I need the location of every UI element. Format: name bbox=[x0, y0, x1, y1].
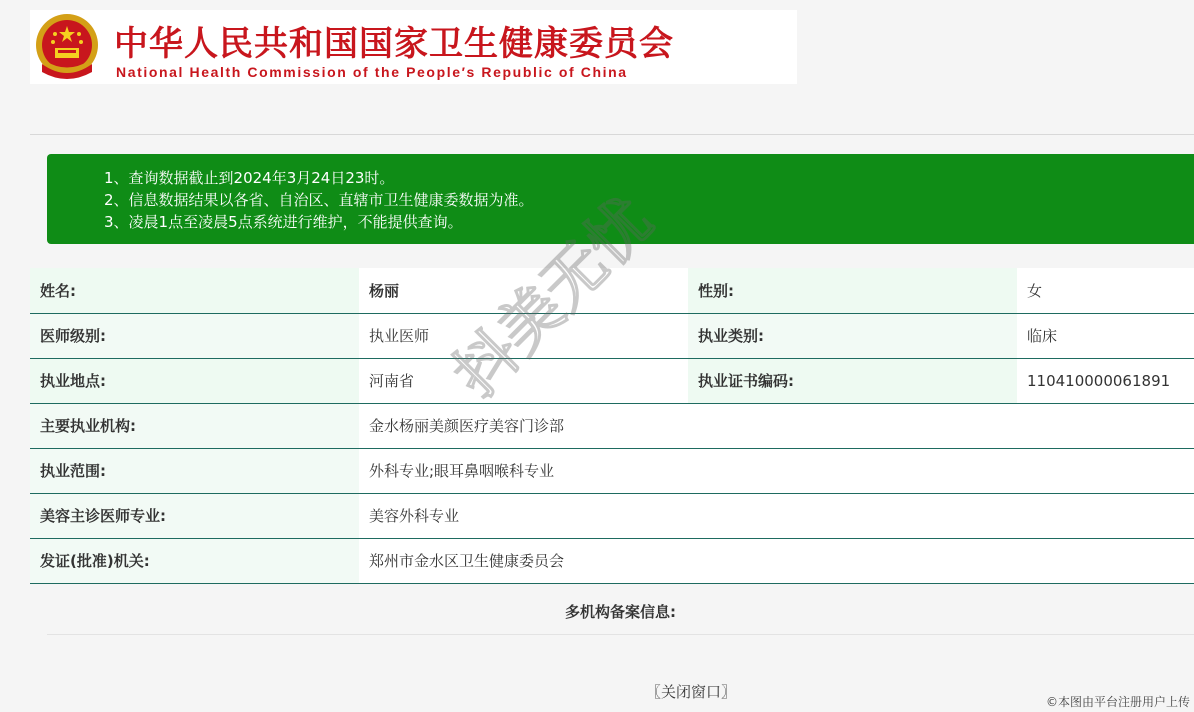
gender-value: 女 bbox=[1017, 268, 1194, 313]
table-row bbox=[30, 313, 1194, 358]
multi-org-heading: 多机构备案信息: bbox=[47, 590, 1194, 635]
gender-label: 性别: bbox=[688, 268, 1017, 313]
site-title-cn: 中华人民共和国国家卫生健康委员会 bbox=[114, 24, 674, 64]
notice-banner bbox=[47, 154, 1194, 244]
table-row bbox=[30, 538, 1194, 583]
issuer-label: 发证(批准)机关: bbox=[30, 538, 359, 583]
notice-line: 2、信息数据结果以各省、自治区、直辖市卫生健康委数据为准。 bbox=[104, 191, 534, 209]
notice-line: 1、查询数据截止到2024年3月24日23时。 bbox=[104, 169, 395, 187]
name-value: 杨丽 bbox=[359, 268, 688, 313]
national-emblem-icon bbox=[34, 12, 100, 82]
close-window-link[interactable]: 〖关闭窗口〗 bbox=[646, 683, 737, 701]
site-header bbox=[30, 10, 797, 84]
cert-value: 110410000061891 bbox=[1017, 358, 1194, 403]
category-label: 执业类别: bbox=[688, 313, 1017, 358]
header-divider bbox=[30, 134, 1194, 135]
notice-line: 3、凌晨1点至凌晨5点系统进行维护，不能提供查询。 bbox=[104, 213, 463, 231]
table-row bbox=[30, 268, 1194, 313]
table-row bbox=[30, 448, 1194, 493]
table-row bbox=[30, 358, 1194, 403]
table-row bbox=[30, 403, 1194, 448]
level-label: 医师级别: bbox=[30, 313, 359, 358]
level-value: 执业医师 bbox=[359, 313, 688, 358]
name-label: 姓名: bbox=[30, 268, 359, 313]
table-row bbox=[30, 493, 1194, 538]
location-value: 河南省 bbox=[359, 358, 688, 403]
category-value: 临床 bbox=[1017, 313, 1194, 358]
physician-info-table bbox=[30, 268, 1194, 584]
scope-value: 外科专业;眼耳鼻咽喉科专业 bbox=[359, 448, 1194, 493]
issuer-value: 郑州市金水区卫生健康委员会 bbox=[359, 538, 1194, 583]
org-label: 主要执业机构: bbox=[30, 403, 359, 448]
scope-label: 执业范围: bbox=[30, 448, 359, 493]
org-value: 金水杨丽美颜医疗美容门诊部 bbox=[359, 403, 1194, 448]
cert-label: 执业证书编码: bbox=[688, 358, 1017, 403]
location-label: 执业地点: bbox=[30, 358, 359, 403]
copyright-note: ©本图由平台注册用户上传 bbox=[1045, 695, 1190, 709]
cosmetic-label: 美容主诊医师专业: bbox=[30, 493, 359, 538]
site-title-en: National Health Commission of the People′s Republic of China bbox=[116, 64, 628, 80]
cosmetic-value: 美容外科专业 bbox=[359, 493, 1194, 538]
